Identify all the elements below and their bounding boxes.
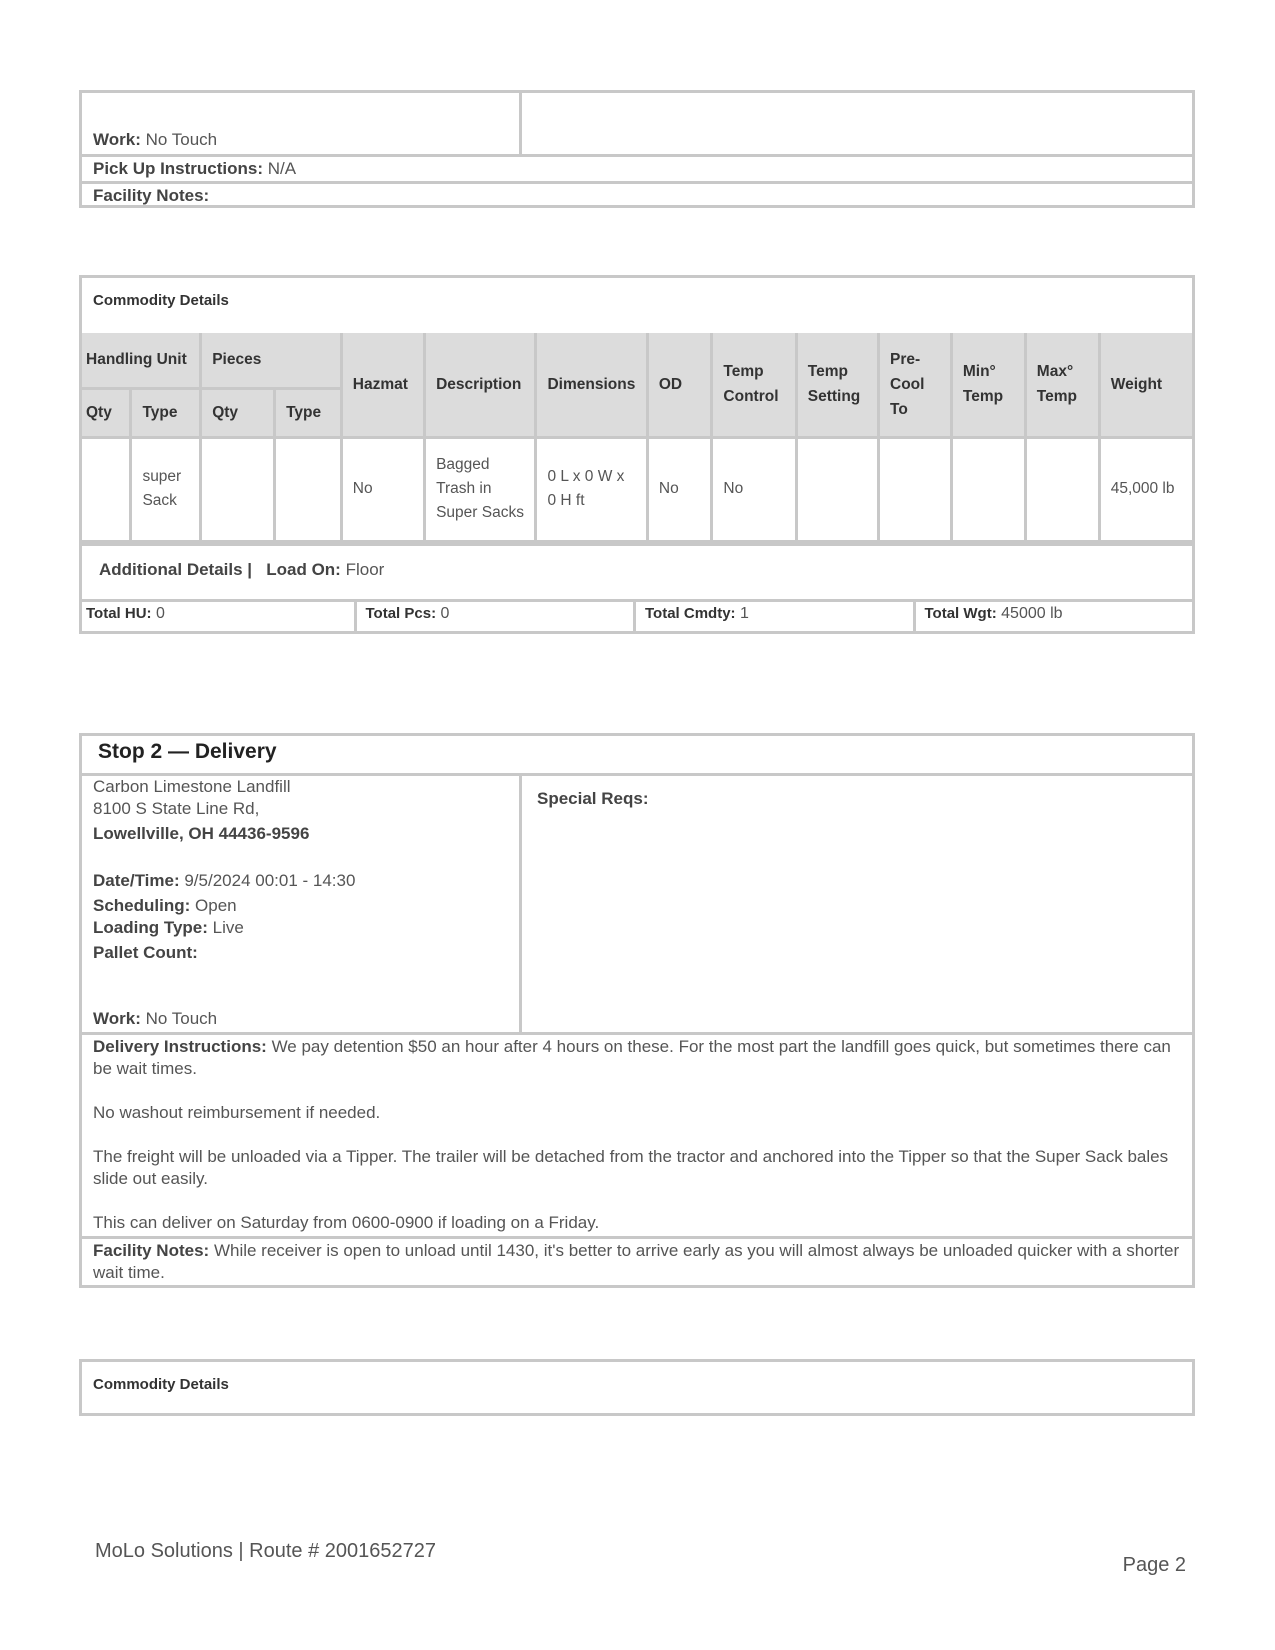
- stop2-info-right: [522, 776, 1192, 1032]
- header-hu-type: Type: [131, 388, 201, 437]
- total-wgt: Total Wgt: 45000 lb: [913, 602, 1193, 631]
- total-pcs: Total Pcs: 0: [354, 602, 634, 631]
- special-reqs-label: Special Reqs:: [537, 789, 649, 808]
- stop1-facility-notes: Facility Notes:: [82, 181, 1192, 205]
- header-od: OD: [647, 333, 712, 437]
- stop2-delivery: [79, 733, 1195, 1288]
- cell-pc-qty: [201, 437, 275, 541]
- cell-temp-setting: [796, 437, 878, 541]
- cell-pre-cool: [879, 437, 952, 541]
- cell-min-temp: [951, 437, 1025, 541]
- cell-temp-control: No: [712, 437, 796, 541]
- cell-hazmat: No: [341, 437, 424, 541]
- commodity-title: Commodity Details: [93, 1376, 229, 1393]
- header-dimensions: Dimensions: [536, 333, 647, 437]
- facility-name: Carbon Limestone Landfill: [93, 777, 291, 796]
- commodity-totals: [82, 599, 1192, 631]
- cell-hu-qty: [82, 437, 131, 541]
- stop2-title: Stop 2 — Delivery: [82, 736, 1192, 776]
- header-pc-type: Type: [275, 388, 342, 437]
- commodity-table: [82, 333, 1192, 543]
- stop2-scheduling: Scheduling: Open: [93, 896, 237, 915]
- stop1-info-left: [82, 93, 522, 154]
- header-min-temp: Min° Temp: [951, 333, 1025, 437]
- stop1-details: [79, 90, 1195, 208]
- additional-details: Additional Details | Load On: Floor: [82, 543, 1192, 599]
- commodity-title: Commodity Details: [93, 292, 229, 309]
- cell-max-temp: [1025, 437, 1099, 541]
- total-cmdty: Total Cmdty: 1: [633, 602, 913, 631]
- header-pre-cool: Pre-Cool To: [879, 333, 952, 437]
- load-on-value: Floor: [345, 559, 385, 579]
- table-row: [82, 437, 1192, 541]
- stop2-work: Work: No Touch: [93, 1009, 218, 1028]
- header-hazmat: Hazmat: [341, 333, 424, 437]
- header-temp-control: Temp Control: [712, 333, 796, 437]
- header-pieces: Pieces: [201, 333, 342, 388]
- header-max-temp: Max° Temp: [1025, 333, 1099, 437]
- address-line-1: 8100 S State Line Rd,: [93, 799, 260, 818]
- header-handling-unit: Handling Unit: [82, 333, 201, 388]
- cell-weight: 45,000 lb: [1099, 437, 1192, 541]
- header-weight: Weight: [1099, 333, 1192, 437]
- header-hu-qty: Qty: [82, 388, 131, 437]
- stop2-loading-type: Loading Type: Live: [93, 918, 244, 937]
- header-pc-qty: Qty: [201, 388, 275, 437]
- footer-company-route: MoLo Solutions | Route # 2001652727: [95, 1540, 437, 1562]
- header-description: Description: [425, 333, 536, 437]
- stop1-work-value: No Touch: [145, 130, 218, 149]
- commodity-details-1: [79, 275, 1195, 634]
- cell-hu-type: super Sack: [131, 437, 201, 541]
- stop1-work: Work: No Touch: [93, 130, 218, 149]
- delivery-instructions: Delivery Instructions: We pay detention $50 an hour after 4 hours on these. For the most part the landfill goes quick, but sometimes there can be wait times. No washout reimbursement if needed. The freight will be unloaded via a Tipper. The trailer will be detached from the tractor and anchored into the Tipper so that the Super Sack bales slide out easily. This can deliver on Saturday from 0600-0900 if loading on a Friday.: [82, 1035, 1192, 1239]
- stop1-info-row: [82, 93, 1192, 157]
- stop2-pallet-count: Pallet Count:: [93, 943, 198, 962]
- address-line-2: Lowellville, OH 44436-9596: [93, 824, 310, 843]
- stop2-info-left: [82, 776, 522, 1032]
- stop2-datetime: Date/Time: 9/5/2024 00:01 - 14:30: [93, 871, 356, 890]
- stop2-info-row: [82, 776, 1192, 1035]
- cell-description: Bagged Trash in Super Sacks: [425, 437, 536, 541]
- cell-pc-type: [275, 437, 342, 541]
- header-temp-setting: Temp Setting: [796, 333, 878, 437]
- cell-dimensions: 0 L x 0 W x 0 H ft: [536, 437, 647, 541]
- stop2-facility-notes: Facility Notes: While receiver is open to unload until 1430, it's better to arrive early as you will almost always be unloaded quicker with a shorter wait time.: [93, 1241, 1180, 1282]
- total-hu: Total HU: 0: [86, 604, 165, 622]
- footer-page-number: Page 2: [1122, 1554, 1186, 1576]
- stop1-pickup-instructions: Pick Up Instructions: N/A: [93, 159, 297, 178]
- commodity-details-2: [79, 1359, 1195, 1416]
- cell-od: No: [647, 437, 712, 541]
